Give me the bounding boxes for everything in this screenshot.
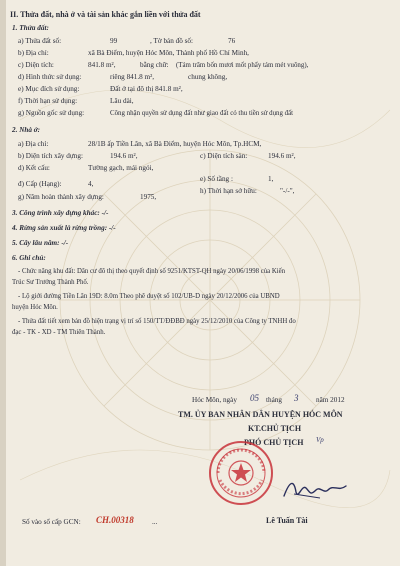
other-construction: 3. Công trình xây dựng khác: -/- (12, 209, 109, 217)
ownership-term-label: h) Thời hạn sở hữu: (200, 187, 257, 195)
signing-authority: TM. ỦY BAN NHÂN DÂN HUYỆN HÓC MÔN (178, 410, 343, 419)
land-area-label: c) Diện tích: (18, 61, 54, 69)
map-sheet-value: 76 (228, 37, 236, 45)
planted-forest: 4. Rừng sản xuất là rừng trồng: -/- (12, 224, 116, 232)
usage-term-label: f) Thời hạn sử dụng: (18, 97, 78, 105)
issue-month: 3 (294, 393, 299, 403)
land-address-value: xã Bà Điểm, huyện Hóc Môn, Thành phố Hồ Chí Minh, (88, 49, 249, 57)
floors-value: 1, (268, 175, 274, 183)
signer-role-1: KT.CHỦ TỊCH (248, 424, 302, 433)
structure-label: d) Kết cấu: (18, 164, 50, 172)
subsection-house-title: 2. Nhà ở: (12, 126, 41, 134)
section-title: II. Thửa đất, nhà ở và tài sản khác gắn liền với thửa đất (10, 10, 201, 19)
notes-title: 6. Ghi chú: (12, 254, 46, 262)
handwritten-signature (280, 474, 350, 504)
land-area-value: 841.8 m², (88, 61, 116, 69)
building-area-label: b) Diện tích xây dựng: (18, 152, 83, 160)
issue-day: 05 (250, 393, 259, 403)
signer-name: Lê Tuấn Tài (266, 516, 308, 525)
usage-form-private: riêng 841.8 m², (110, 73, 155, 81)
issue-month-label: tháng (266, 396, 282, 404)
note-line: đạc - TK - XD - TM Thiên Thành. (12, 329, 106, 336)
building-area-value: 194.6 m², (110, 152, 138, 160)
red-official-seal (208, 440, 274, 506)
usage-form-label: d) Hình thức sử dụng: (18, 73, 82, 81)
issue-date-prefix: Hóc Môn, ngày (192, 396, 237, 404)
note-line: - Lộ giới đường Tiền Lân 19D: 8.0m Theo phê duyệt số 102/UB-D ngày 20/12/2006 của UBND (18, 293, 280, 300)
note-line: - Thửa đất tiết xem bản đồ hiện trạng vị trí số 150/TT/ĐĐBĐ ngày 25/12/2010 của Công ty TNHH đo (18, 318, 296, 325)
usage-form-shared: chung không, (188, 73, 228, 81)
usage-term-value: Lâu dài, (110, 97, 134, 105)
floors-label: e) Số tầng : (200, 175, 233, 183)
land-plot-label: a) Thửa đất số: (18, 37, 62, 45)
land-area-words-label: bằng chữ: (140, 61, 169, 69)
land-area-words-value: (Tám trăm bốn mươi mốt phẩy tám mét vuông), (176, 62, 309, 69)
house-address-label: a) Địa chỉ: (18, 140, 49, 148)
usage-origin-label: g) Nguồn gốc sử dụng: (18, 109, 85, 117)
handwritten-initials: Vp (316, 436, 324, 444)
grade-value: 4, (88, 180, 94, 188)
usage-purpose-value: Đất ở tại đô thị 841.8 m², (110, 85, 183, 93)
note-line: huyện Hóc Môn. (12, 304, 58, 311)
perennial-trees: 5. Cây lâu năm: -/- (12, 239, 69, 247)
ownership-term-value: "-/-", (280, 187, 295, 195)
grade-label: đ) Cấp (Hạng): (18, 180, 62, 188)
certificate-book-number: CH.00318 (96, 515, 134, 525)
floor-area-label: c) Diện tích sàn: (200, 152, 248, 160)
signer-role-2: PHÓ CHỦ TỊCH (244, 438, 304, 447)
note-line: Trúc Sư Trưởng Thành Phố. (12, 279, 89, 286)
house-address-value: 28/1B ấp Tiền Lân, xã Bà Điểm, huyện Hóc Môn, Tp.HCM, (88, 140, 262, 148)
subsection-land-title: 1. Thửa đất: (12, 24, 49, 32)
note-line: - Chức năng khu đất: Dân cư đô thị theo quyết định số 9251/KTST-QH ngày 20/06/1998 của Kiến (18, 268, 286, 275)
certificate-book-dots: ... (152, 518, 158, 526)
completion-year-value: 1975, (140, 193, 157, 201)
land-address-label: b) Địa chỉ: (18, 49, 49, 57)
usage-purpose-label: e) Mục đích sử dụng: (18, 85, 80, 93)
map-sheet-label: , Tờ bản đồ số: (150, 37, 193, 45)
issue-year: năm 2012 (316, 396, 345, 404)
completion-year-label: g) Năm hoàn thành xây dựng: (18, 193, 104, 201)
structure-value: Tường gạch, mái ngói, (88, 164, 154, 172)
usage-origin-value: Công nhận quyền sử dụng đất như giao đất có thu tiền sử dụng đất (110, 110, 294, 117)
land-plot-value: 99 (110, 37, 118, 45)
floor-area-value: 194.6 m², (268, 152, 296, 160)
certificate-book-label: Số vào sổ cấp GCN: (22, 518, 81, 526)
